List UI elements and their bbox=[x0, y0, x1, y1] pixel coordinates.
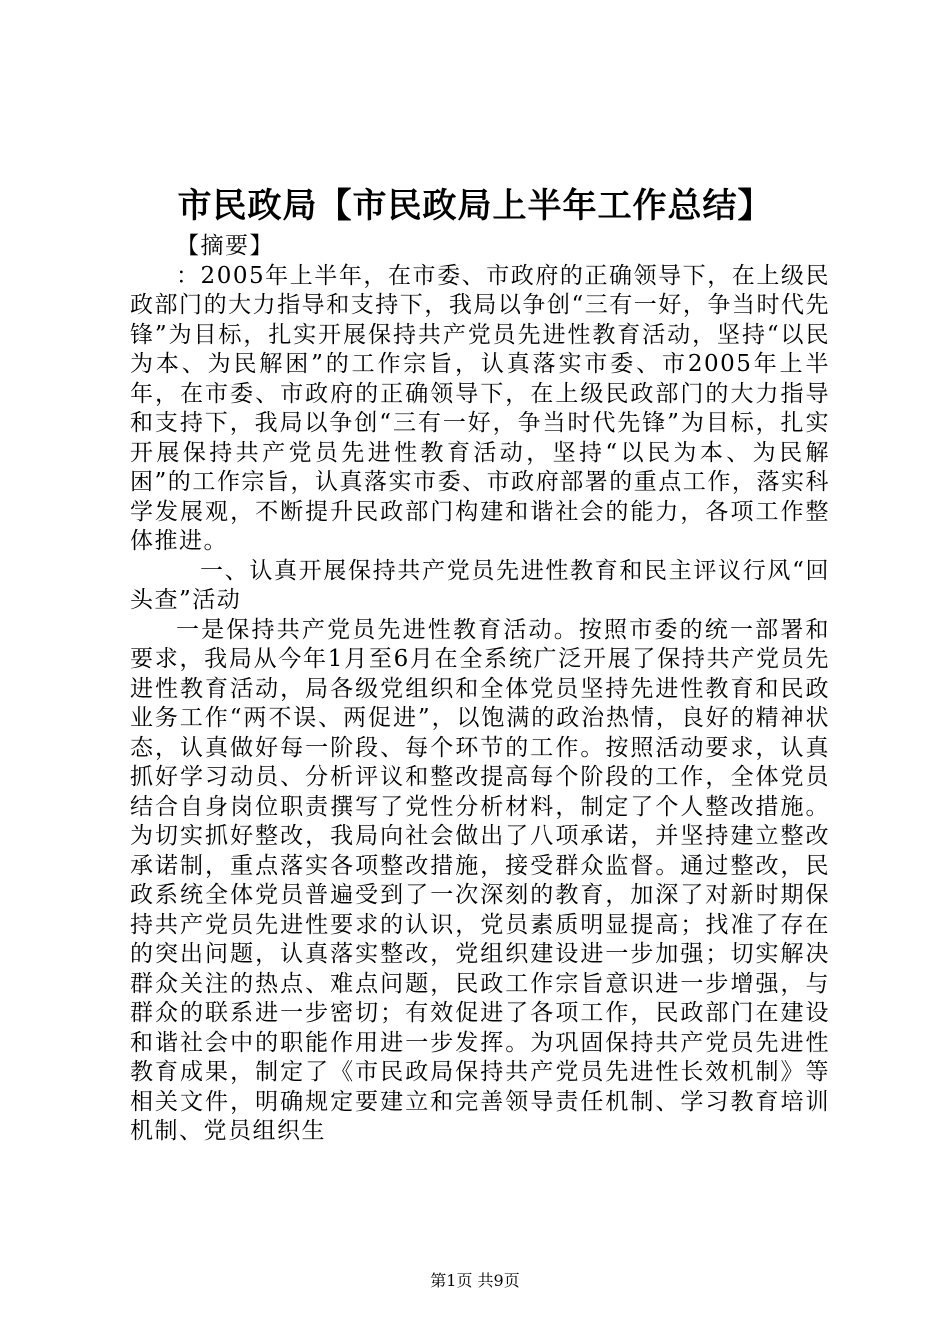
abstract-label: 【摘要】 bbox=[176, 233, 274, 259]
page-footer: 第1页 共9页 bbox=[430, 1271, 520, 1290]
abstract-paragraph: ：2005年上半年，在市委、市政府的正确领导下，在上级民政部门的大力指导和支持下，我局以争创“三有一好，争当时代先锋”为目标，扎实开展保持共产党员先进性教育活动，坚持“以民为本、为民解困”的工作宗旨，认真落实市委、市2005年上半年，在市委、市政府的正确领导下，在上级民政部门的大力指导和支持下，我局以争创“三有一好，争当时代先锋”为目标，扎实开展保持共产党员先进性教育活动，坚持“以民为本、为民解困”的工作宗旨，认真落实市委、市政府部署的重点工作，落实科学发展观，不断提升民政部门构建和谐社会的能力，各项工作整体推进。 bbox=[130, 262, 830, 554]
document-title: 市民政局【市民政局上半年工作总结】 bbox=[177, 186, 773, 226]
body-paragraph: 一是保持共产党员先进性教育活动。按照市委的统一部署和要求，我局从今年1月至6月在全系统广泛开展了保持共产党员先进性教育活动，局各级党组织和全体党员坚持先进性教育和民政业务工作“两不误、两促进”，以饱满的政治热情，良好的精神状态，认真做好每一阶段、每个环节的工作。按照活动要求，认真抓好学习动员、分析评议和整改提高每个阶段的工作，全体党员结合自身岗位职责撰写了党性分析材料，制定了个人整改措施。为切实抓好整改，我局向社会做出了八项承诺，并坚持建立整改承诺制，重点落实各项整改措施，接受群众监督。通过整改，民政系统全体党员普遍受到了一次深刻的教育，加深了对新时期保持共产党员先进性要求的认识，党员素质明显提高；找准了存在的突出问题，认真落实整改，党组织建设进一步加强；切实解决群众关注的热点、难点问题，民政工作宗旨意识进一步增强，与群众的联系进一步密切；有效促进了各项工作，民政部门在建设和谐社会中的职能作用进一步发挥。为巩固保持共产党员先进性教育成果，制定了《市民政局保持共产党员先进性长效机制》等相关文件，明确规定要建立和完善领导责任机制、学习教育培训机制、党员组织生 bbox=[130, 616, 830, 1144]
section-heading: 一、认真开展保持共产党员先进性教育和民主评议行风“回头查”活动 bbox=[130, 557, 830, 613]
document-body bbox=[130, 232, 830, 1147]
